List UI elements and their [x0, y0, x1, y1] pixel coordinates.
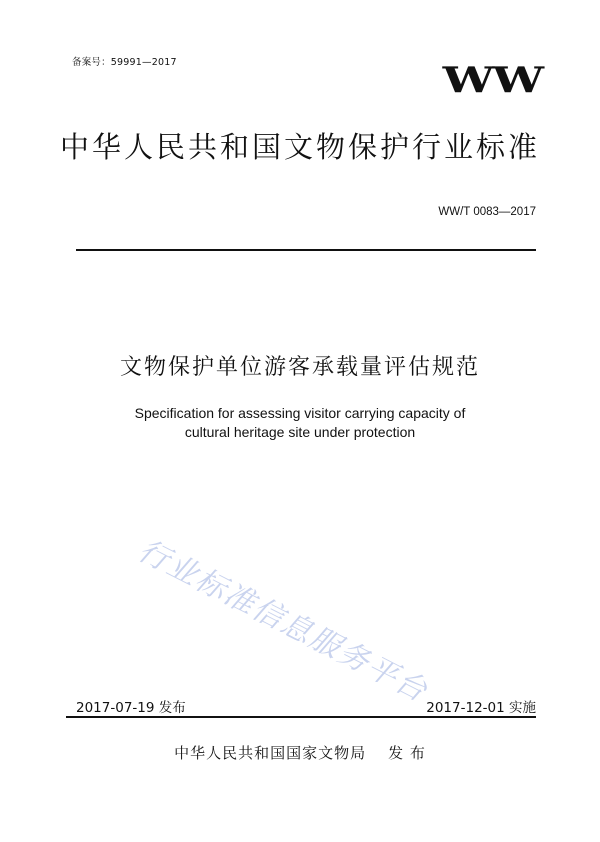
issuing-authority — [0, 742, 600, 763]
english-title-line-2: cultural heritage site under protection — [184, 424, 416, 440]
document-title-english — [0, 404, 600, 442]
ww-logo: WW — [442, 58, 542, 101]
issue-date: 2017-07-19 发布 — [76, 700, 186, 716]
implementation-date: 2017-12-01 实施 — [426, 700, 536, 716]
top-divider — [76, 249, 536, 251]
standard-category-title: 中华人民共和国文物保护行业标准 — [59, 130, 540, 164]
issuer-name: 中华人民共和国国家文物局 — [174, 744, 367, 762]
filing-number: 备案号：59991—2017 — [72, 57, 177, 68]
issuer-action: 发 布 — [388, 744, 426, 762]
english-title-line-1: Specification for assessing visitor carrying capacity of — [134, 405, 466, 421]
watermark-text: 行业标准信息服务平台 — [132, 533, 434, 710]
bottom-divider — [66, 716, 536, 718]
standard-code: WW/T 0083—2017 — [438, 206, 536, 218]
document-title-chinese: 文物保护单位游客承载量评估规范 — [119, 355, 480, 380]
